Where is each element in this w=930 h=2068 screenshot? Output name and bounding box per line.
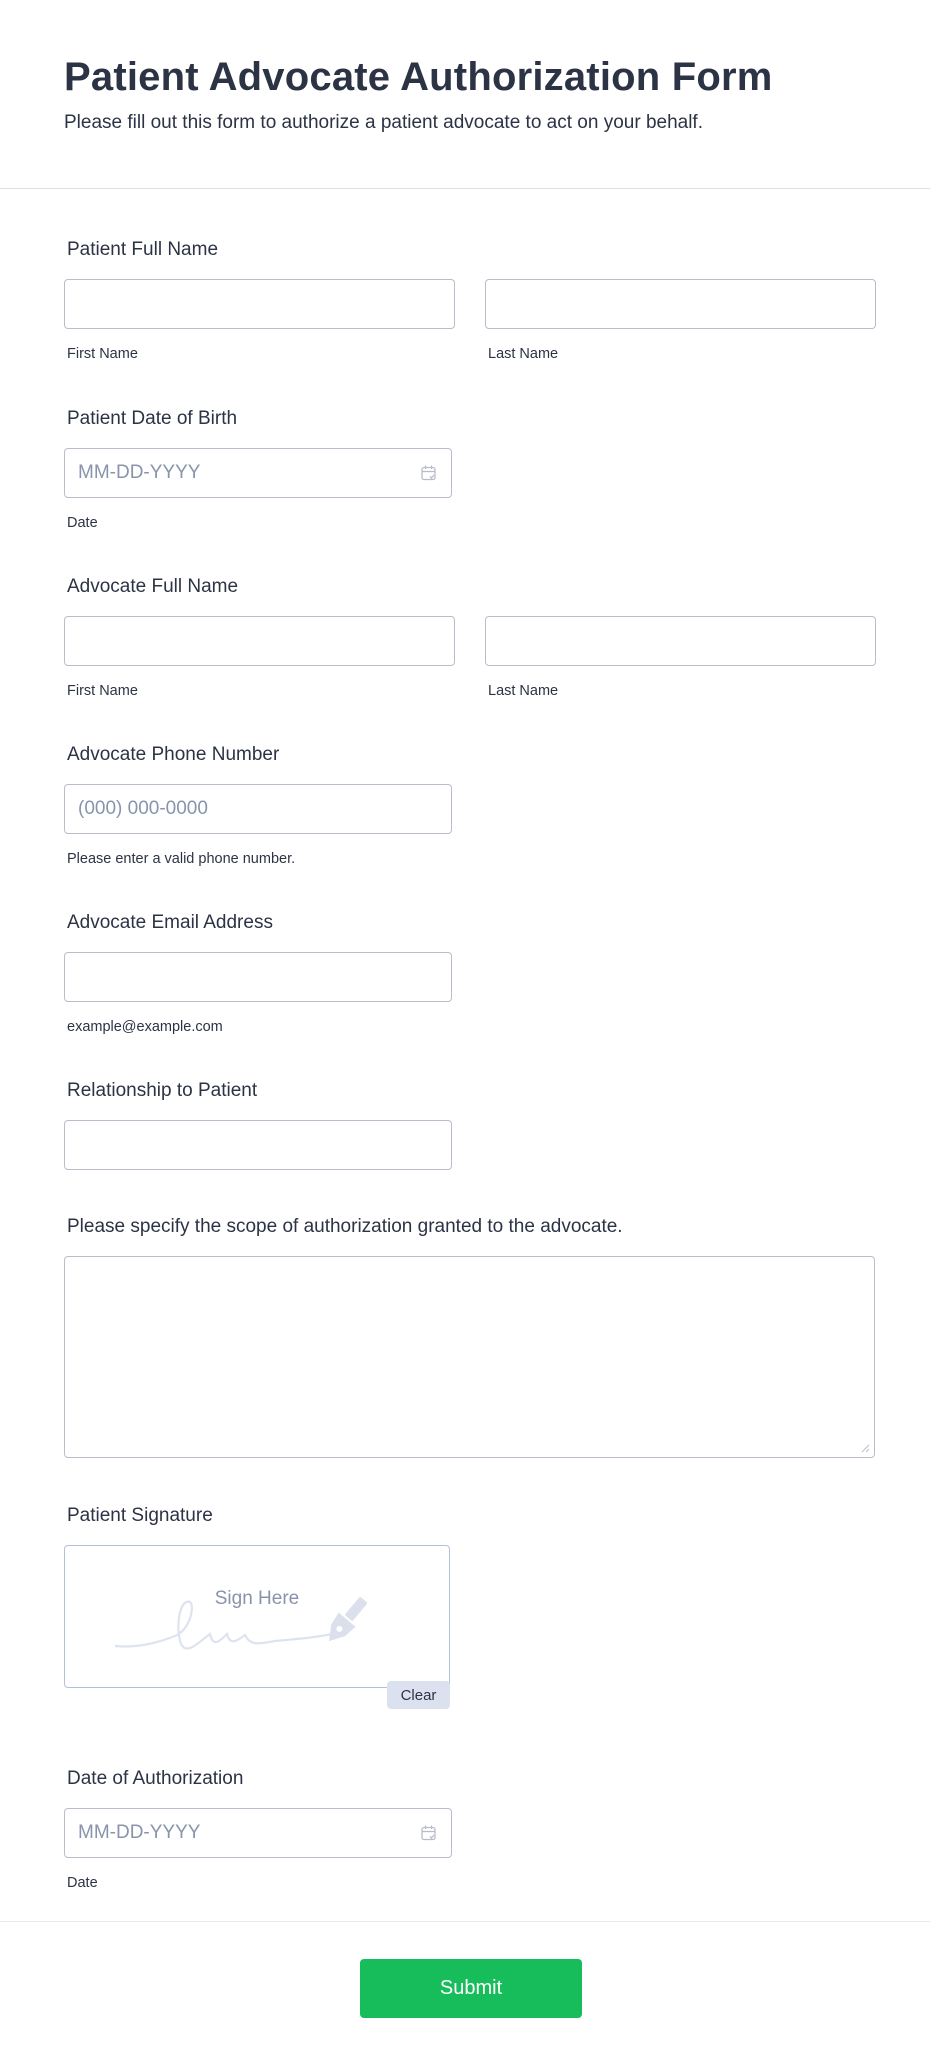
patient-dob-field (64, 407, 452, 532)
footer-divider (0, 1921, 930, 1922)
field-label: Please specify the scope of authorization granted to the advocate. (67, 1216, 623, 1237)
advocate-email-field (64, 911, 452, 1036)
advocate-last-name-input[interactable] (485, 616, 876, 666)
phone-sublabel: Please enter a valid phone number. (67, 851, 296, 867)
relationship-field (64, 1079, 452, 1170)
patient-last-name-input[interactable] (485, 279, 876, 329)
date-sublabel: Date (67, 1875, 98, 1891)
date-placeholder: MM-DD-YYYY (78, 462, 201, 483)
pen-nib-icon (321, 1593, 373, 1649)
field-label: Advocate Full Name (67, 576, 239, 597)
field-label: Patient Signature (67, 1505, 213, 1526)
patient-first-name-input[interactable] (64, 279, 455, 329)
calendar-icon[interactable] (420, 1824, 438, 1842)
sign-here-placeholder: Sign Here (214, 1588, 300, 1609)
last-name-sublabel: Last Name (488, 683, 559, 699)
last-name-sublabel: Last Name (488, 346, 559, 362)
scope-field (64, 1215, 875, 1458)
advocate-email-input[interactable] (64, 952, 452, 1002)
first-name-sublabel: First Name (67, 346, 138, 362)
date-sublabel: Date (67, 515, 98, 531)
signature-pad[interactable] (64, 1545, 450, 1688)
field-label: Advocate Phone Number (67, 744, 280, 765)
date-placeholder: MM-DD-YYYY (78, 1822, 201, 1843)
field-label: Relationship to Patient (67, 1080, 258, 1101)
patient-full-name-field (64, 238, 876, 363)
advocate-full-name-field (64, 575, 876, 700)
field-label: Patient Date of Birth (67, 408, 238, 429)
submit-button[interactable]: Submit (360, 1959, 582, 2018)
field-label: Date of Authorization (67, 1768, 244, 1789)
advocate-phone-input[interactable] (64, 784, 452, 834)
signature-field (64, 1504, 450, 1704)
email-sublabel: example@example.com (67, 1019, 223, 1035)
patient-dob-input[interactable] (64, 448, 452, 498)
field-label: Patient Full Name (67, 239, 219, 260)
advocate-phone-field (64, 743, 452, 868)
authorization-date-input[interactable] (64, 1808, 452, 1858)
field-label: Advocate Email Address (67, 912, 273, 933)
page-subtitle: Please fill out this form to authorize a patient advocate to act on your behalf. (64, 112, 703, 133)
authorization-date-field (64, 1767, 452, 1892)
calendar-icon[interactable] (420, 464, 438, 482)
clear-signature-button[interactable]: Clear (387, 1681, 450, 1709)
signature-scribble-icon (115, 1586, 405, 1666)
page-title: Patient Advocate Authorization Form (64, 55, 773, 99)
scope-textarea[interactable] (64, 1256, 875, 1458)
form-header (0, 0, 930, 189)
advocate-first-name-input[interactable] (64, 616, 455, 666)
resize-handle-icon[interactable] (860, 1443, 870, 1453)
relationship-input[interactable] (64, 1120, 452, 1170)
first-name-sublabel: First Name (67, 683, 138, 699)
phone-placeholder: (000) 000-0000 (78, 798, 208, 819)
